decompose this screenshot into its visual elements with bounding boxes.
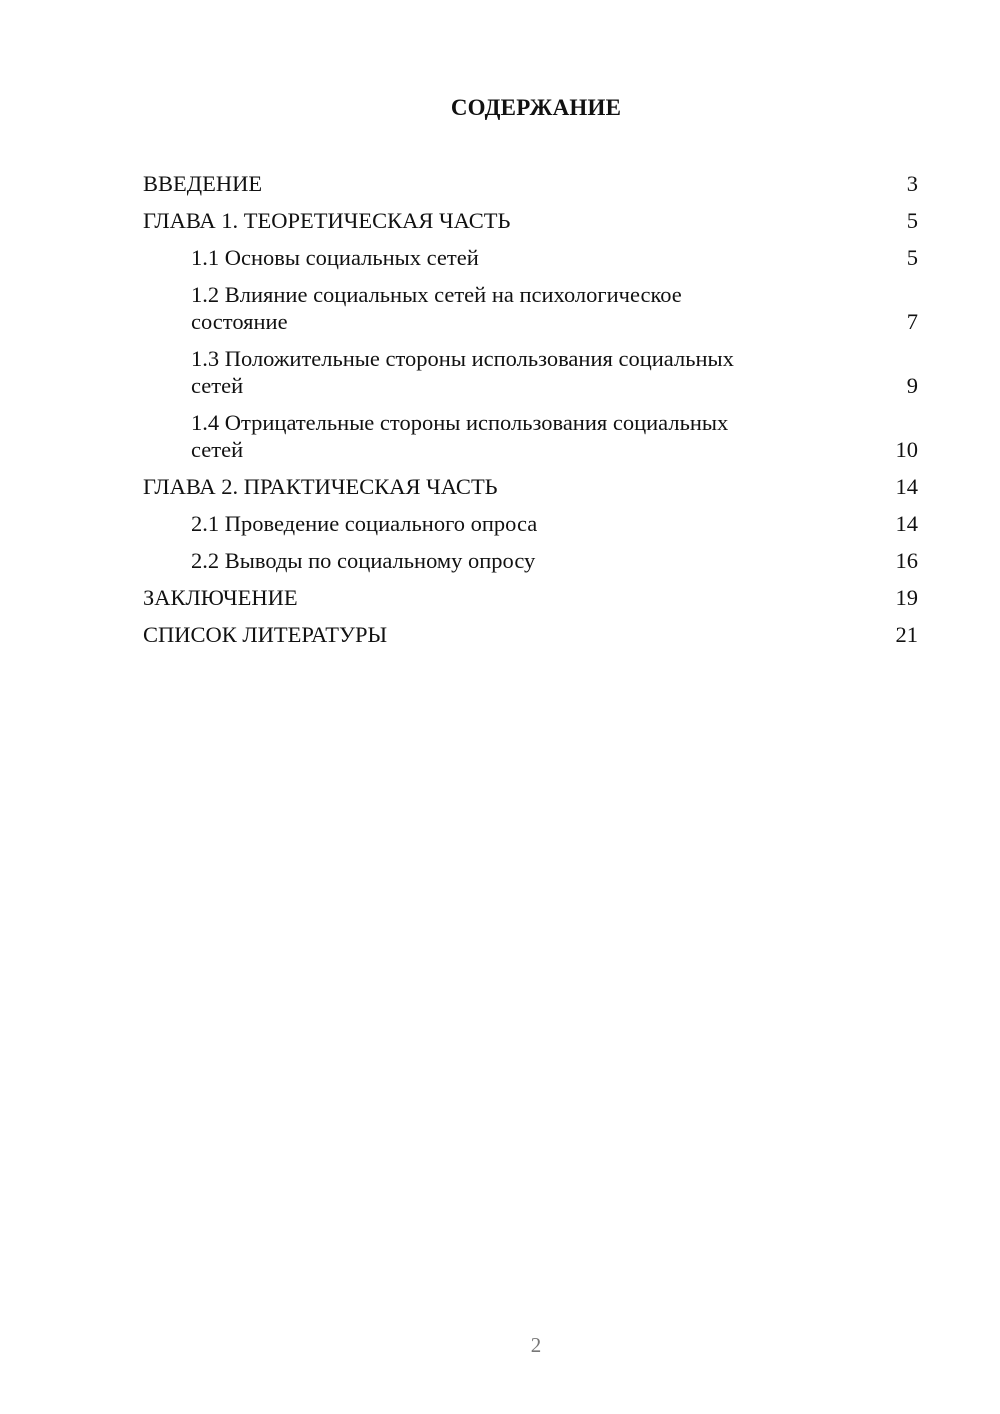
page-title: СОДЕРЖАНИЕ <box>450 95 622 120</box>
toc-item-label: ГЛАВА 1. ТЕОРЕТИЧЕСКАЯ ЧАСТЬ <box>143 208 511 233</box>
toc-item-page: 21 <box>895 622 918 647</box>
toc-item-page: 14 <box>895 511 918 536</box>
toc-item[interactable] <box>143 584 918 611</box>
toc-item-label: 2.1 Проведение социального опроса <box>191 511 538 536</box>
toc-item-label: 2.2 Выводы по социальному опросу <box>191 548 536 573</box>
toc-item-label: СПИСОК ЛИТЕРАТУРЫ <box>143 622 388 647</box>
toc-item-label: 1.4 Отрицательные стороны использования социальных сетей <box>191 410 729 462</box>
toc-item[interactable] <box>143 244 918 271</box>
toc-item-label: ВВЕДЕНИЕ <box>143 171 263 196</box>
toc-item-page: 10 <box>895 437 918 462</box>
toc-item[interactable] <box>143 345 918 399</box>
toc-item-page: 9 <box>906 373 918 398</box>
toc-item-page: 7 <box>906 309 918 334</box>
toc-item[interactable] <box>143 409 918 463</box>
toc-item-label: ЗАКЛЮЧЕНИЕ <box>143 585 298 610</box>
table-of-contents <box>143 170 918 658</box>
toc-item[interactable] <box>143 170 918 197</box>
toc-item[interactable] <box>143 547 918 574</box>
toc-item[interactable] <box>143 510 918 537</box>
toc-item-page: 5 <box>906 208 918 233</box>
toc-item-label: 1.2 Влияние социальных сетей на психологическое состояние <box>191 282 682 334</box>
toc-item-label: ГЛАВА 2. ПРАКТИЧЕСКАЯ ЧАСТЬ <box>143 474 498 499</box>
toc-item-page: 19 <box>895 585 918 610</box>
toc-item[interactable] <box>143 473 918 500</box>
toc-item-page: 5 <box>906 245 918 270</box>
page-number: 2 <box>530 1333 542 1357</box>
toc-item-page: 16 <box>895 548 918 573</box>
toc-item[interactable] <box>143 207 918 234</box>
toc-item-label: 1.3 Положительные стороны использования социальных сетей <box>191 346 734 398</box>
toc-item-page: 3 <box>906 171 918 196</box>
toc-item-page: 14 <box>895 474 918 499</box>
toc-item[interactable] <box>143 621 918 648</box>
toc-item-label: 1.1 Основы социальных сетей <box>191 245 479 270</box>
toc-item[interactable] <box>143 281 918 335</box>
